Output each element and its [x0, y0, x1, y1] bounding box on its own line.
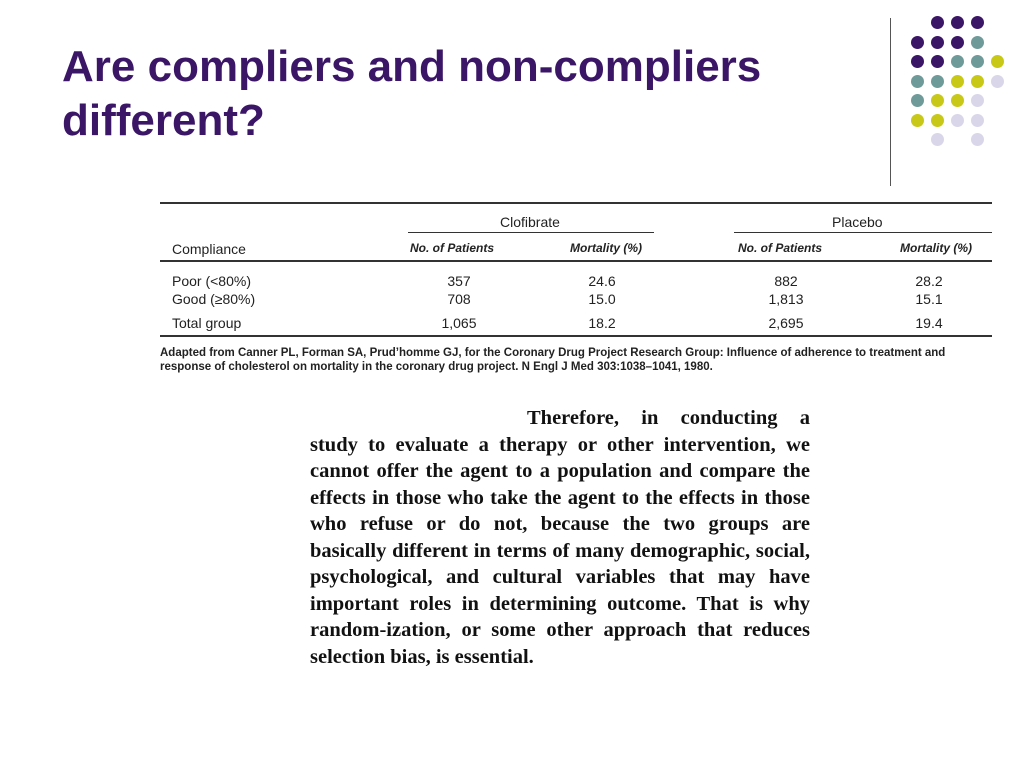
group-rule-placebo [734, 232, 992, 233]
decorative-dot [951, 16, 964, 29]
decorative-dot [971, 133, 984, 146]
decorative-dot [971, 36, 984, 49]
decorative-dot [931, 133, 944, 146]
decorative-dot [931, 36, 944, 49]
column-header-clofibrate-patients: No. of Patients [410, 241, 495, 255]
clofibrate-mortality-cell: 15.0 [588, 291, 616, 307]
decorative-dot [971, 55, 984, 68]
decorative-dot [911, 114, 924, 127]
decorative-dot [911, 36, 924, 49]
decorative-dot [951, 36, 964, 49]
clofibrate-patients-cell: 1,065 [441, 315, 477, 331]
placebo-mortality-cell: 15.1 [915, 291, 943, 307]
decorative-dot [951, 114, 964, 127]
clofibrate-patients-cell: 357 [447, 273, 471, 289]
decorative-dot [911, 55, 924, 68]
row-label: Poor (<80%) [172, 273, 251, 289]
row-label: Total group [172, 315, 242, 331]
compliance-table [160, 198, 992, 378]
table-caption: Adapted from Canner PL, Forman SA, Prud’homme GJ, for the Coronary Drug Project Research Group: Influence of adherence to treatment and response of cholesterol on mortality in the coronary drug project. N Engl J Med 303:1038–1041, 1980. [160, 347, 946, 373]
group-header-placebo: Placebo [832, 214, 883, 230]
table-top-rule [160, 202, 992, 204]
table-bottom-rule [160, 335, 992, 337]
group-header-clofibrate: Clofibrate [500, 214, 560, 230]
decorative-dot [991, 75, 1004, 88]
clofibrate-mortality-cell: 24.6 [588, 273, 616, 289]
decorative-dot [971, 94, 984, 107]
slide-title-line-2: different? [62, 96, 265, 145]
table-header-rule [160, 260, 992, 262]
placebo-patients-cell: 2,695 [768, 315, 804, 331]
decorative-dot [951, 94, 964, 107]
slide-title-line-1: Are compliers and non-compliers [62, 42, 762, 91]
decorative-dot [951, 55, 964, 68]
decorative-dot [971, 75, 984, 88]
clofibrate-patients-cell: 708 [447, 291, 471, 307]
row-label: Good (≥80%) [172, 291, 256, 307]
decorative-dot [911, 94, 924, 107]
decorative-dot [931, 16, 944, 29]
decorative-divider [890, 18, 891, 186]
passage-text: Therefore, in conducting a study to evaluate a therapy or other intervention, we cannot offer the agent to a population and compare the effects in those who take the agent to the effects in those who refuse or do not, because the two groups are basically different in terms of many demographic, social, psychological, and cultural variables that may have important roles in determining outcome. That is why random-ization, or some other approach that reduces selection bias, is essential. [310, 407, 810, 668]
slide-title [62, 40, 862, 148]
decorative-dot [911, 75, 924, 88]
clofibrate-mortality-cell: 18.2 [588, 315, 616, 331]
decorative-dot [931, 94, 944, 107]
decorative-dot [971, 16, 984, 29]
column-header-clofibrate-mortality: Mortality (%) [570, 241, 642, 255]
placebo-patients-cell: 882 [774, 273, 798, 289]
group-rule-clofibrate [408, 232, 654, 233]
decorative-dot [931, 55, 944, 68]
placebo-patients-cell: 1,813 [768, 291, 804, 307]
placebo-mortality-cell: 28.2 [915, 273, 943, 289]
decorative-dot [931, 114, 944, 127]
decorative-dot [991, 55, 1004, 68]
decorative-dot [931, 75, 944, 88]
placebo-mortality-cell: 19.4 [915, 315, 943, 331]
column-header-placebo-mortality: Mortality (%) [900, 241, 972, 255]
decorative-dot [951, 75, 964, 88]
column-header-compliance: Compliance [172, 241, 246, 257]
column-header-placebo-patients: No. of Patients [738, 241, 823, 255]
decorative-dot [971, 114, 984, 127]
